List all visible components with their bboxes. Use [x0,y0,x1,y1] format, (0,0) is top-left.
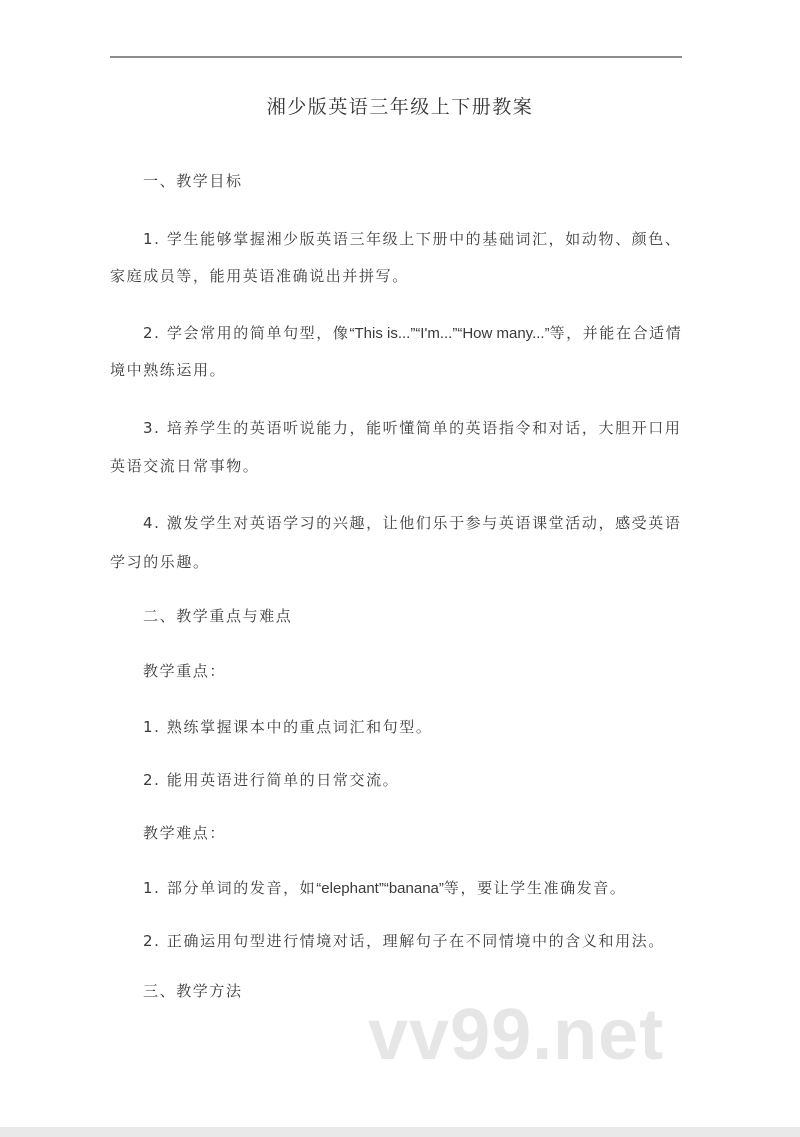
objective-2-line-2: 境中熟练运用。 [110,361,227,379]
objective-2-line-1 [143,322,685,343]
difficulty-1-suffix: 等，要让学生准确发音。 [443,879,627,897]
header-rule [110,56,682,58]
objective-3-line-1: 3. 培养学生的英语听说能力，能听懂简单的英语指令和对话，大胆开口用 [143,419,682,437]
objective-1-line-2: 家庭成员等，能用英语准确说出并拼写。 [110,267,409,285]
difficulty-1-prefix: 1. 部分单词的发音，如 [143,879,317,897]
objective-4-line-1: 4. 激发学生对英语学习的兴趣，让他们乐于参与英语课堂活动，感受英语 [143,514,682,532]
key-points-label: 教学重点： [143,662,227,680]
page-bottom-edge [0,1127,800,1137]
key-point-2: 2. 能用英语进行简单的日常交流。 [143,771,400,789]
objective-4-line-2: 学习的乐趣。 [110,553,210,571]
objective-1-line-1: 1. 学生能够掌握湘少版英语三年级上下册中的基础词汇，如动物、颜色、 [143,230,682,248]
document-title: 湘少版英语三年级上下册教案 [266,96,534,118]
objective-3-line-2: 英语交流日常事物。 [110,457,260,475]
watermark: vv99.net [368,995,665,1075]
difficulty-1 [143,877,685,898]
objective-2-sentence-patterns: “This is...”“I'm...”“How many...” [349,325,550,342]
difficulty-2: 2. 正确运用句型进行情境对话，理解句子在不同情境中的含义和用法。 [143,932,665,950]
section-heading-objectives: 一、教学目标 [143,172,243,190]
objective-2-suffix: 等，并能在合适情 [549,324,683,342]
difficulty-1-words: “elephant”“banana” [316,880,444,897]
section-heading-methods: 三、教学方法 [143,982,243,1000]
section-heading-focus: 二、教学重点与难点 [143,607,293,625]
objective-2-prefix: 2. 学会常用的简单句型，像 [143,324,350,342]
difficulties-label: 教学难点： [143,824,227,842]
key-point-1: 1. 熟练掌握课本中的重点词汇和句型。 [143,718,433,736]
